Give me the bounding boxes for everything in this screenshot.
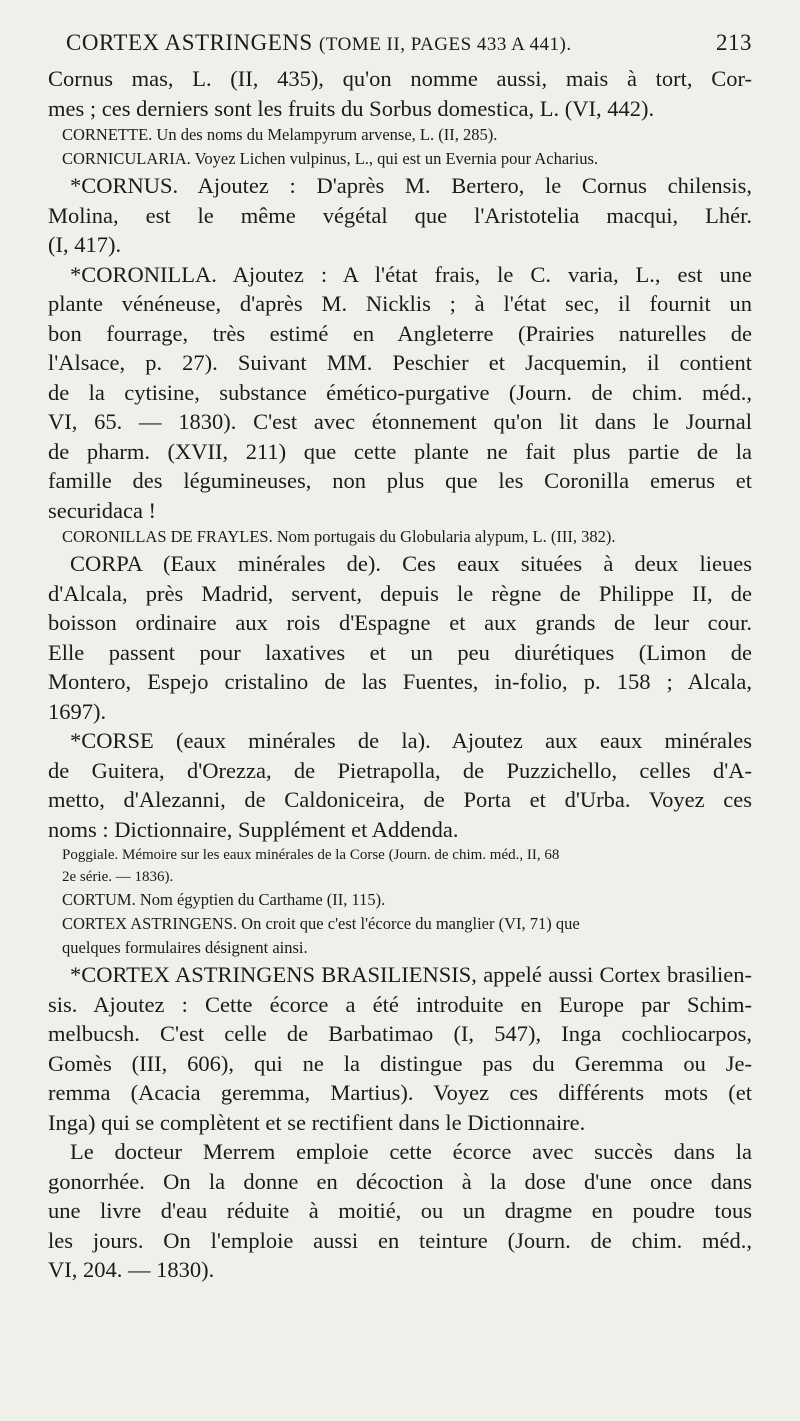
text-line: de Guitera, d'Orezza, de Pietrapolla, de Puzzichello, celles d'A- xyxy=(48,757,752,783)
text-line: une livre d'eau réduite à moitié, ou un dragme en poudre tous xyxy=(48,1198,752,1223)
entry-coronillas-de-frayles: CORONILLAS DE FRAYLES. Nom portugais du Globularia alypum, L. (III, 382). xyxy=(62,527,616,546)
text-line: l'Alsace, p. 27). Suivant MM. Peschier et Jacquemin, il contient xyxy=(48,350,752,375)
text-line: Inga) qui se complètent et se rectifient dans le Dictionnaire. xyxy=(48,1109,586,1135)
text-line: Elle passent pour laxatives et un peu diurétiques (Limon de xyxy=(48,639,752,665)
text-line: remma (Acacia geremma, Martius). Voyez ces différents mots (et xyxy=(48,1080,752,1105)
entry-cortex-astringens-brasiliensis: *CORTEX ASTRINGENS BRASILIENSIS, appelé aussi Cortex brasilien- xyxy=(70,962,752,987)
text-line: melbucsh. C'est celle de Barbatimao (I, 547), Inga cochliocarpos, xyxy=(48,1021,752,1046)
text-line: bon fourrage, très estimé en Angleterre (Prairies naturelles de xyxy=(48,320,752,346)
entry-cortex-astringens: CORTEX ASTRINGENS. On croit que c'est l'écorce du manglier (VI, 71) que xyxy=(62,914,580,933)
text-line: gonorrhée. On la donne en décoction à la dose d'une once dans xyxy=(48,1168,752,1194)
running-header xyxy=(48,30,752,64)
text-line: Cornus mas, L. (II, 435), qu'on nomme aussi, mais à tort, Cor- xyxy=(48,66,752,91)
entry-cortum: CORTUM. Nom égyptien du Carthame (II, 115). xyxy=(62,890,386,909)
text-line: securidaca ! xyxy=(48,497,157,523)
page-number: 213 xyxy=(716,30,752,55)
text-line: les jours. On l'emploie aussi en teinture (Journ. de chim. méd., xyxy=(48,1227,752,1253)
text-line: Le docteur Merrem emploie cette écorce avec succès dans la xyxy=(70,1139,752,1164)
text-line: famille des légumineuses, non plus que les Coronilla emerus et xyxy=(48,468,752,493)
text-line: 1697). xyxy=(48,698,107,724)
header-title: CORTEX ASTRINGENS xyxy=(66,30,313,55)
entry-corse: *CORSE (eaux minérales de la). Ajoutez aux eaux minérales xyxy=(70,728,752,753)
header-reference: (TOME II, PAGES 433 A 441). xyxy=(318,34,572,55)
reference-note: Poggiale. Mémoire sur les eaux minérales de la Corse (Journ. de chim. méd., II, 68 xyxy=(62,847,560,863)
entry-coronilla: *CORONILLA. Ajoutez : A l'état frais, le C. varia, L., est une xyxy=(70,261,752,287)
text-line: de pharm. (XVII, 211) que cette plante ne fait plus partie de la xyxy=(48,438,752,464)
entry-cornus: *CORNUS. Ajoutez : D'après M. Bertero, le Cornus chilensis, xyxy=(70,173,752,198)
text-line: boisson ordinaire aux rois d'Espagne et aux grands de leur cour. xyxy=(48,610,752,635)
entry-cornette: CORNETTE. Un des noms du Melampyrum arvense, L. (II, 285). xyxy=(62,125,498,144)
entry-corpa: CORPA (Eaux minérales de). Ces eaux situées à deux lieues xyxy=(70,551,752,576)
text-line: d'Alcala, près Madrid, servent, depuis le règne de Philippe II, de xyxy=(48,580,752,606)
text-line: quelques formulaires désignent ainsi. xyxy=(62,938,308,957)
text-line: Gomès (III, 606), qui ne la distingue pas du Geremma ou Je- xyxy=(48,1050,752,1076)
text-line: Molina, est le même végétal que l'Aristotelia macqui, Lhér. xyxy=(48,202,752,228)
text-line: metto, d'Alezanni, de Caldoniceira, de Porta et d'Urba. Voyez ces xyxy=(48,787,752,812)
text-line: sis. Ajoutez : Cette écorce a été introduite en Europe par Schim- xyxy=(48,991,752,1017)
text-line: (I, 417). xyxy=(48,232,122,257)
reference-note: 2e série. — 1836). xyxy=(62,869,174,885)
text-line: VI, 204. — 1830). xyxy=(48,1257,215,1282)
entry-cornicularia: CORNICULARIA. Voyez Lichen vulpinus, L., qui est un Evernia pour Acharius. xyxy=(62,149,599,168)
text-line: Montero, Espejo cristalino de las Fuentes, in-folio, p. 158 ; Alcala, xyxy=(48,669,752,694)
text-line: mes ; ces derniers sont les fruits du Sorbus domestica, L. (VI, 442). xyxy=(48,95,655,121)
text-line: de la cytisine, substance émético-purgative (Journ. de chim. méd., xyxy=(48,379,752,405)
text-line: noms : Dictionnaire, Supplément et Addenda. xyxy=(48,816,459,842)
text-line: VI, 65. — 1830). C'est avec étonnement qu'on lit dans le Journal xyxy=(48,409,752,434)
text-line: plante vénéneuse, d'après M. Nicklis ; à l'état sec, il fournit un xyxy=(48,291,752,316)
